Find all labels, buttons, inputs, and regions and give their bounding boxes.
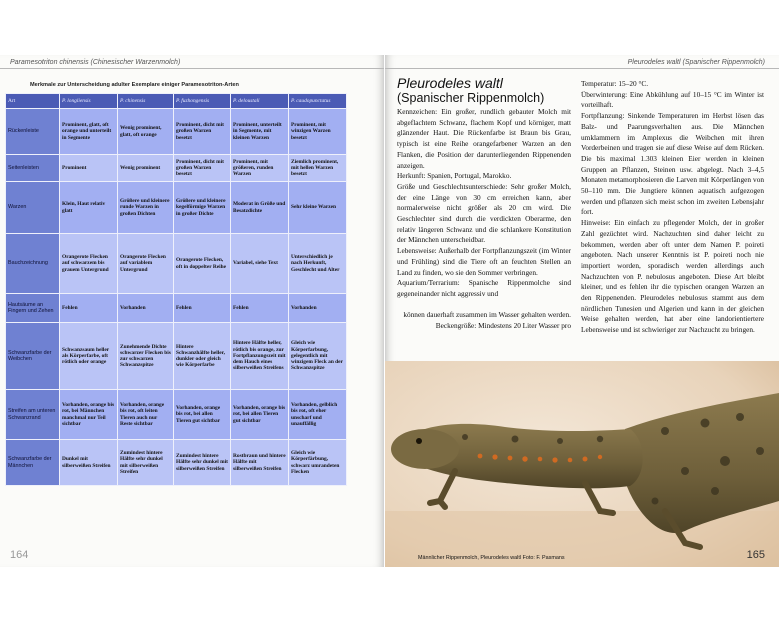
paragraph: Temperatur: 15–20 °C.	[581, 79, 649, 88]
table-header-cell: P. chinensis	[118, 94, 174, 109]
table-cell: Hintere Hälfte heller, rötlich bis orange, zur Fortpflanzungszeit mit dem Hauch eines silberweißen Streifens	[231, 323, 289, 390]
comparison-table	[5, 93, 347, 486]
table-cell: Ziemlich prominent, mit hellen Warzen besetzt	[289, 155, 347, 182]
table-cell: Fehlen	[60, 294, 118, 323]
table-row	[6, 109, 347, 155]
right-running-head: Pleurodeles waltl (Spanischer Rippenmolch)	[627, 59, 765, 66]
table-cell: Variabel, siehe Text	[231, 234, 289, 294]
paragraph: Überwinterung: Eine Abkühlung auf 10–15 °C im Winter ist vorteilhaft.	[581, 89, 764, 110]
table-cell: Moderat in Größe und Besatzdichte	[231, 182, 289, 234]
table-header-cell: Art	[6, 94, 60, 109]
table-cell: Vorhanden	[289, 294, 347, 323]
table-row	[6, 182, 347, 234]
paragraph: Aquarium/Terrarium: Spanische Rippenmolche sind gegeneinander nicht aggressiv und	[397, 278, 571, 298]
table-cell: Zumindest hintere Hälfte sehr dunkel mit silberweißen Streifen	[118, 440, 174, 486]
table-cell: Prominent, dicht mit großen Warzen besetzt	[174, 109, 231, 155]
table-cell: Orangerote Flecken, oft in doppelter Reihe	[174, 234, 231, 294]
table-row	[6, 323, 347, 390]
table-cell: Wenig prominent	[118, 155, 174, 182]
row-label-cell: Bauchzeichnung	[6, 234, 60, 294]
table-row	[6, 294, 347, 323]
table-cell: Hintere Schwanzhälfte heller, dunkler oder gleich wie Körperfarbe	[174, 323, 231, 390]
table-cell: Vorhanden	[118, 294, 174, 323]
paragraph: Kennzeichen: Ein großer, rundlich gebauter Molch mit abgeflachtem Schwanz, flachem Kopf und körniger, matt glänzender Haut. Die Rückenfarbe ist Braun bis Grau, typisch ist eine Reihe orangefarbener Warzen an den Flanken, die Position der darunterliegenden Rippenenden anzeigen.	[397, 107, 571, 170]
table-header-cell: P. fuzhongensis	[174, 94, 231, 109]
left-page	[0, 55, 384, 567]
right-page	[385, 55, 779, 567]
species-subtitle: (Spanischer Rippenmolch)	[397, 91, 545, 105]
row-label-cell: Schwanzfarbe der Männchen	[6, 440, 60, 486]
table-cell: Vorhanden, orange bis rot, bei allen Tieren gut sichtbar	[174, 390, 231, 440]
table-cell: Fehlen	[231, 294, 289, 323]
paragraph: Beckengröße: Mindestens 20 Liter Wasser pro	[435, 320, 571, 330]
row-label-cell: Schwanzfarbe der Weibchen	[6, 323, 60, 390]
row-label-cell: Seitenleisten	[6, 155, 60, 182]
left-header-rule	[0, 68, 384, 69]
comparison-table-wrapper	[5, 93, 346, 486]
table-cell: Prominent, dicht mit großen Warzen besetzt	[174, 155, 231, 182]
paragraph: Lebensweise: Außerhalb der Fortpflanzungszeit (im Winter und Frühling) sind die Tiere oft an feuchten Stellen an Land zu finden, wo sie den Sommer verbringen.	[397, 246, 571, 277]
table-row	[6, 390, 347, 440]
table-cell: Vorhanden, orange bis rot, bei Männchen manchmal nur Teil sichtbar	[60, 390, 118, 440]
photo-caption: Männlicher Rippenmolch, Pleurodeles waltl Foto: F. Pasmans	[418, 555, 565, 561]
table-cell: Prominent, mit winzigen Warzen besetzt	[289, 109, 347, 155]
table-cell: Prominent	[60, 155, 118, 182]
table-cell: Vorhanden, gelblich bis rot, oft eher unscharf und unauffällig	[289, 390, 347, 440]
paragraph: Fortpflanzung: Sinkende Temperaturen im Herbst lösen das Balz- und Paarungsverhalten aus. Die Männchen umklammern im Amplexus die Weibchen mit ihren Vorderbeinen und tragen sie auf diese Weise auf dem Rücken. Die bis maximal 1.303 kleinen Eier werden in kleinen Gruppen an Pflanzen, Steinen usw. abgelegt. Nach 3–4,5 Monaten metamorphosieren die Larven mit Körperlängen von 50–110 mm. Die Jungtiere können aquatisch aufgezogen werden und pflanzen sich meist schon im zweiten Lebensjahr fort.	[581, 111, 764, 217]
left-page-number: 164	[10, 549, 29, 561]
paragraph: Größe und Geschlechtsunterschiede: Sehr großer Molch, der eine Länge von 30 cm erreichen kann, aber normalerweise nicht größer als 20 cm wird. Die Geschlechter sind durch die verdickten Oberarme, den relativ längeren Schwanz und die schlankere Konstitution der Männchen unterscheidbar.	[397, 181, 571, 245]
table-row	[6, 234, 347, 294]
table-header-cell: P. caudopunctatus	[289, 94, 347, 109]
species-title: Pleurodeles waltl	[397, 75, 503, 91]
right-header-rule	[385, 68, 779, 69]
text-column-left-continued	[397, 310, 571, 331]
table-cell: Vorhanden, orange bis rot, bei allen Tieren gut sichtbar	[231, 390, 289, 440]
table-cell: Orangerote Flecken auf variablem Untergrund	[118, 234, 174, 294]
table-header-row	[6, 94, 347, 109]
newt-photo	[385, 361, 779, 567]
table-cell: Prominent, unterteilt in Segmente, mit kleinen Warzen	[231, 109, 289, 155]
table-cell: Gleich wie Körperfärbung, schwarz umrandeten Flecken	[289, 440, 347, 486]
paragraph: Herkunft: Spanien, Portugal, Marokko.	[397, 171, 512, 181]
row-label-cell: Streifen am unteren Schwanzrand	[6, 390, 60, 440]
left-running-head: Paramesotriton chinensis (Chinesischer Warzenmolch)	[10, 59, 181, 66]
table-cell: Vorhanden, orange bis rot, oft leiten Tieren auch nur Reste sichtbar	[118, 390, 174, 440]
table-cell: Unterschiedlich je nach Herkunft, Geschlecht und Alter	[289, 234, 347, 294]
table-cell: Fehlen	[174, 294, 231, 323]
paragraph: können dauerhaft zusammen im Wasser gehalten werden.	[403, 310, 571, 319]
table-cell: Dunkel mit silberweißen Streifen	[60, 440, 118, 486]
text-column-right	[581, 79, 764, 336]
table-cell: Wenig prominent, glatt, oft orange	[118, 109, 174, 155]
table-cell: Rostbraun und hintere Hälfte mit silberweißen Streifen	[231, 440, 289, 486]
table-row	[6, 155, 347, 182]
row-label-cell: Rückenleiste	[6, 109, 60, 155]
table-cell: Prominent, glatt, oft orange und unterteilt in Segmente	[60, 109, 118, 155]
table-cell: Sehr kleine Warzen	[289, 182, 347, 234]
table-cell: Zunehmende Dichte schwarzer Flecken bis zur schwarzen Schwanzspitze	[118, 323, 174, 390]
table-row	[6, 440, 347, 486]
table-cell: Zumindest hintere Hälfte sehr dunkel mit silberweißen Streifen	[174, 440, 231, 486]
table-cell: Größere und kleinere runde Warzen in großen Dichten	[118, 182, 174, 234]
newt-illustration	[385, 361, 779, 567]
row-label-cell: Warzen	[6, 182, 60, 234]
table-header-cell: P. deloustali	[231, 94, 289, 109]
text-column-left	[397, 107, 571, 300]
table-cell: Schwanzsaum heller als Körperfarbe, oft rötlich oder orange	[60, 323, 118, 390]
table-caption: Merkmale zur Unterscheidung adulter Exemplare einiger Paramesotriton-Arten	[30, 82, 239, 88]
table-cell: Größere und kleinere kegelförmige Warzen in großer Dichte	[174, 182, 231, 234]
row-label-cell: Hautsäume an Fingern und Zehen	[6, 294, 60, 323]
table-cell: Gleich wie Körperfarbung, gelegentlich mit winzigem Fleck an der Schwanzspitze	[289, 323, 347, 390]
right-page-number: 165	[746, 549, 765, 561]
table-header-cell: P. longliensis	[60, 94, 118, 109]
table-cell: Klein, Haut relativ glatt	[60, 182, 118, 234]
table-cell: Orangerote Flecken auf schwarzem bis grauem Untergrund	[60, 234, 118, 294]
paragraph: Hinweise: Ein einfach zu pflegender Molch, der in großer Zahl gezüchtet wird. Nachzuchten sind daher leicht zu bekommen, werden aber oft unter dem Namen P. poireti angeboten. Nach unserer Kenntnis ist P. poireti noch nie importiert worden, sporadisch werden allerdings auch Nachzuchten von P. nebulosus angeboten. Diese Art bleibt kleiner, und es fehlen ihr die typischen orangen Warzen an den Rippenenden. Pleurodeles nebulosus stammt aus dem nördlichen Tunesien und Algerien und kann in der gleichen Weise gehalten werden, hat aber eine landorientiertere Lebensweise und ist schwieriger zur Nachzucht zu bringen.	[581, 218, 764, 335]
table-cell: Prominent, mit größeren, runden Warzen	[231, 155, 289, 182]
